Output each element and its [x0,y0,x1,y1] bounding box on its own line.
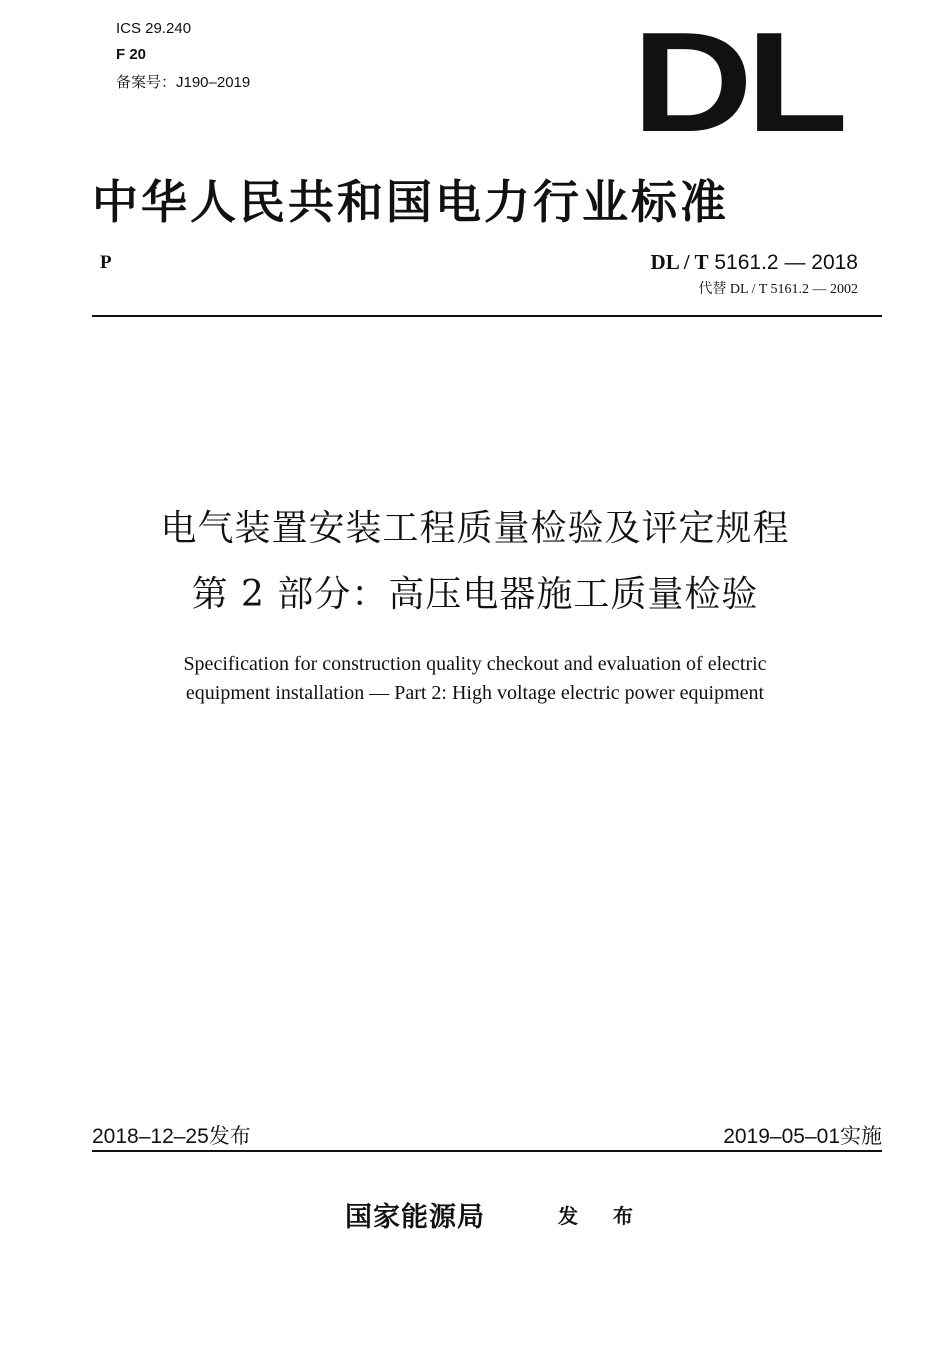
replaces-standard: 代替 DL / T 5161.2 — 2002 [698,282,858,297]
top-divider [92,315,882,317]
bottom-divider [92,1150,882,1152]
document-title-cn-line2: 第 2 部分：高压电器施工质量检验 [191,574,759,615]
standard-title: 中华人民共和国电力行业标准 [92,175,729,229]
document-title-en-line1: Specification for construction quality checkout and evaluation of electric [183,653,767,675]
classification-code: F 20 [116,46,147,63]
issue-date: 2018–12–25发布 [92,1125,251,1148]
category-letter: P [100,252,112,273]
document-title-cn-line1: 电气装置安装工程质量检验及评定规程 [160,508,790,549]
standard-code [651,250,858,275]
publish-label: 发 布 [558,1204,647,1228]
standard-code-prefix: DL / T [650,250,709,274]
record-number: 备案号：J190–2019 [116,74,251,91]
standard-code-number: 5161.2 — 2018 [714,251,858,274]
document-title-en [0,650,950,708]
publisher-name: 国家能源局 [345,1202,485,1233]
ics-code: ICS 29.240 [116,20,192,37]
implementation-date: 2019–05–01实施 [723,1125,882,1148]
document-title-en-line2: equipment installation — Part 2: High voltage electric power equipment [185,682,765,704]
dl-logo: DL [632,3,842,162]
